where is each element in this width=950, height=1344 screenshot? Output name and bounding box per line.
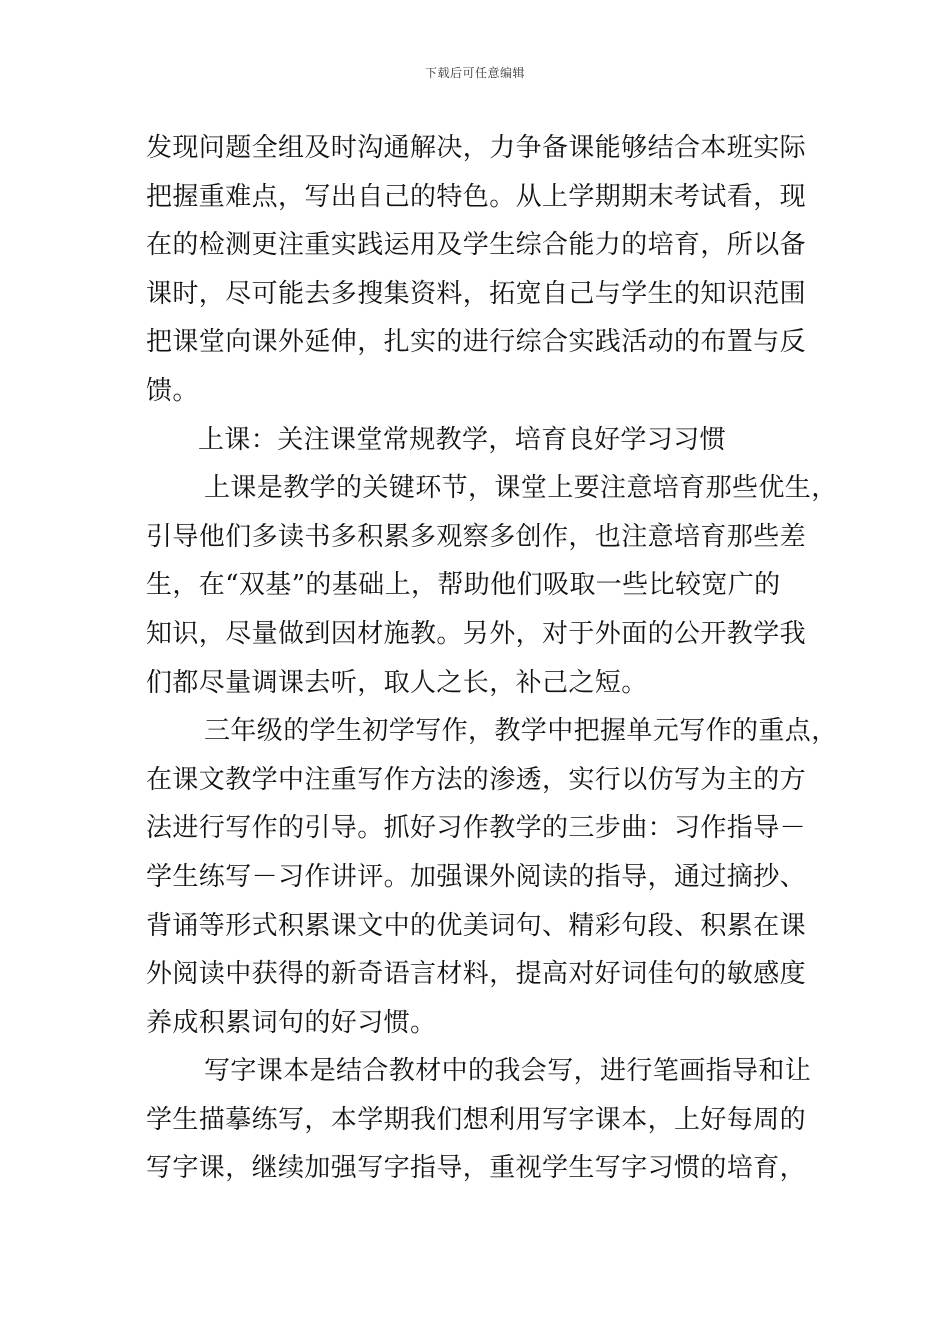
paragraph-first-line: 上课是教学的关键环节，课堂上要注意培育那些优生，	[204, 473, 838, 504]
text-line: 背诵等形式积累课文中的优美词句、精彩句段、积累在课	[146, 910, 807, 941]
text-line: 养成积累词句的好习惯。	[146, 1007, 437, 1038]
paragraph-first-line: 写字课本是结合教材中的我会写，进行笔画指导和让	[204, 1056, 812, 1087]
text-line: 引导他们多读书多积累多观察多创作，也注意培育那些差	[146, 521, 807, 552]
text-line: 学生描摹练写，本学期我们想利用写字课本，上好每周的	[146, 1104, 807, 1135]
text-line: 知识，尽量做到因材施教。另外，对于外面的公开教学我	[146, 618, 807, 649]
text-line: 在课文教学中注重写作方法的渗透，实行以仿写为主的方	[146, 764, 807, 795]
text-line: 外阅读中获得的新奇语言材料，提高对好词佳句的敏感度	[146, 959, 807, 990]
text-line: 课时，尽可能去多搜集资料，拓宽自己与学生的知识范围	[146, 278, 807, 309]
document-body	[146, 124, 838, 1193]
text-line: 生，在“双基”的基础上，帮助他们吸取一些比较宽广的	[146, 570, 781, 601]
text-line: 馈。	[146, 375, 199, 406]
paragraph-first-line: 三年级的学生初学写作，教学中把握单元写作的重点，	[204, 716, 838, 747]
text-line: 把课堂向课外延伸，扎实的进行综合实践活动的布置与反	[146, 327, 807, 358]
section-heading: 上课：关注课堂常规教学，培育良好学习习惯	[198, 424, 727, 455]
text-line: 写字课，继续加强写字指导，重视学生写字习惯的培育，	[146, 1153, 807, 1184]
text-line: 法进行写作的引导。抓好习作教学的三步曲：习作指导－	[146, 813, 807, 844]
text-line: 在的检测更注重实践运用及学生综合能力的培育，所以备	[146, 230, 807, 261]
text-line: 们都尽量调课去听，取人之长，补己之短。	[146, 667, 648, 698]
text-line: 把握重难点，写出自己的特色。从上学期期末考试看，现	[146, 181, 807, 212]
text-line: 学生练写－习作讲评。加强课外阅读的指导，通过摘抄、	[146, 861, 807, 892]
page-header: 下载后可任意编辑	[424, 66, 525, 80]
text-line: 发现问题全组及时沟通解决，力争备课能够结合本班实际	[146, 133, 807, 163]
